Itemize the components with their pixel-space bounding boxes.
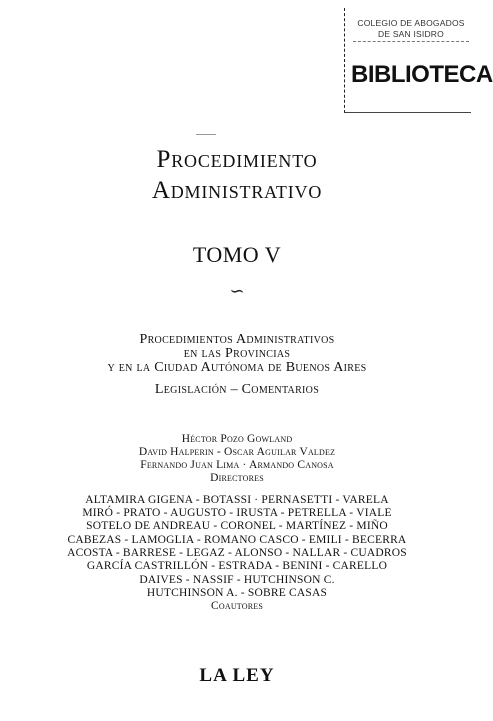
coauthors-line-5: ACOSTA - BARRESE - LEGAZ - ALONSO - NALLAR - CUADROS: [67, 547, 407, 559]
volume-label: TOMO V: [192, 242, 282, 267]
coauthors-line-1: ALTAMIRA GIGENA - BOTASSI · PERNASETTI - VARELA: [85, 494, 389, 506]
subtitle-line-1: Procedimientos Administrativos: [139, 332, 335, 347]
book-title-line-2: Administrativo: [151, 177, 323, 204]
top-rule: [196, 134, 216, 135]
coauthors-line-6: GARCÍA CASTRILLÓN - ESTRADA - BENINI - CARELLO: [86, 560, 388, 572]
stamp-library: BIBLIOTECA: [351, 61, 493, 88]
book-title-line-1: Procedimiento: [156, 146, 318, 173]
coauthors-line-4: CABEZAS - LAMOGLIA - ROMANO CASCO - EMILI - BECERRA: [67, 534, 407, 546]
director-line-3: Fernando Juan Lima · Armando Canosa: [140, 459, 334, 471]
coauthors-line-7: DAIVES - NASSIF - HUTCHINSON C.: [139, 574, 335, 586]
subtitle-line-2: en las Provincias: [183, 346, 291, 361]
directors-role: Directores: [210, 472, 264, 484]
subtitle-line-4: Legislación – Comentarios: [154, 382, 320, 397]
publisher-logo: LA LEY: [199, 665, 275, 686]
subtitle-line-3: y en la Ciudad Autónoma de Buenos Aires: [107, 360, 367, 375]
stamp-location: DE SAN ISIDRO: [378, 29, 444, 39]
stamp-institution: COLEGIO DE ABOGADOS: [357, 18, 465, 28]
library-stamp: [344, 8, 493, 113]
director-line-2: David Halperin - Oscar Aguilar Valdez: [138, 446, 336, 458]
coauthors-line-3: SOTELO DE ANDREAU - CORONEL - MARTÍNEZ - MIÑO: [86, 520, 388, 532]
director-line-1: Héctor Pozo Gowland: [181, 433, 293, 445]
ornament-icon: ∽: [229, 281, 245, 301]
coauthors-role: Coautores: [211, 600, 263, 612]
coauthors-line-8: HUTCHINSON A. - SOBRE CASAS: [146, 587, 328, 599]
coauthors-line-2: MIRÓ - PRATO - AUGUSTO - IRUSTA - PETRELLA - VIALE: [82, 507, 392, 519]
stamp-divider: [353, 41, 469, 42]
